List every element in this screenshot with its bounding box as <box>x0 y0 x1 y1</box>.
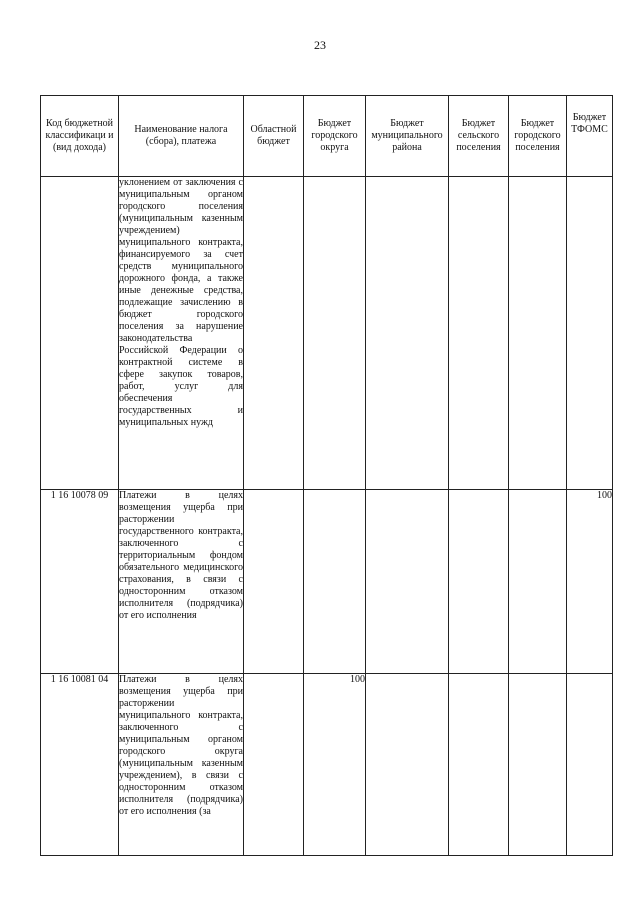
header-tfoms-budget: Бюджет ТФОМС <box>567 96 613 177</box>
payment-name-cell: Платежи в целях возмещения ущерба при расторжении муниципального контракта, заключенного с муниципальным органом городского округа (муниципальным казенным учреждением), в связи с односторонним отказом исполнителя (подрядчика) от его исполнения (за <box>119 674 244 856</box>
tfoms-share-cell <box>567 177 613 490</box>
budget-code-cell: 1 16 10078 09 <box>41 490 119 674</box>
tfoms-share-cell: 100 <box>567 490 613 674</box>
rural-settlement-share-cell <box>449 674 509 856</box>
regional-share-cell <box>244 177 304 490</box>
city-district-share-cell <box>304 490 366 674</box>
table-header-row <box>41 96 613 177</box>
header-municipal-district-budget: Бюджет муниципального района <box>366 96 449 177</box>
municipal-district-share-cell <box>366 674 449 856</box>
rural-settlement-share-cell <box>449 177 509 490</box>
municipal-district-share-cell <box>366 490 449 674</box>
header-regional-budget: Областной бюджет <box>244 96 304 177</box>
table-row <box>41 177 613 490</box>
municipal-district-share-cell <box>366 177 449 490</box>
urban-settlement-share-cell <box>509 177 567 490</box>
city-district-share-cell: 100 <box>304 674 366 856</box>
urban-settlement-share-cell <box>509 674 567 856</box>
payment-name-cell: Платежи в целях возмещения ущерба при расторжении государственного контракта, заключенного с территориальным фондом обязательного медицинского страхования, в связи с односторонним отказом исполнителя (подрядчика) от его исполнения <box>119 490 244 674</box>
header-rural-settlement-budget: Бюджет сельского поселения <box>449 96 509 177</box>
city-district-share-cell <box>304 177 366 490</box>
regional-share-cell <box>244 490 304 674</box>
header-tax-name: Наименование налога (сбора), платежа <box>119 96 244 177</box>
tfoms-share-cell <box>567 674 613 856</box>
urban-settlement-share-cell <box>509 490 567 674</box>
budget-code-cell: 1 16 10081 04 <box>41 674 119 856</box>
regional-share-cell <box>244 674 304 856</box>
page-number: 23 <box>314 38 326 52</box>
budget-distribution-table <box>40 95 613 856</box>
header-urban-settlement-budget: Бюджет городского поселения <box>509 96 567 177</box>
header-budget-code: Код бюджетной классификаци и (вид дохода) <box>41 96 119 177</box>
header-city-district-budget: Бюджет городского округа <box>304 96 366 177</box>
table-row <box>41 674 613 856</box>
budget-code-cell <box>41 177 119 490</box>
table-row <box>41 490 613 674</box>
payment-name-cell: уклонением от заключения с муниципальным органом городского поселения (муниципальным казенным учреждением) муниципального контракта, финансируемого за счет средств муниципального дорожного фонда, а также иные денежные средства, подлежащие зачислению в бюджет городского поселения за нарушение законодательства Российской Федерации о контрактной системе в сфере закупок товаров, работ, услуг для обеспечения государственных и муниципальных нужд <box>119 177 244 490</box>
rural-settlement-share-cell <box>449 490 509 674</box>
